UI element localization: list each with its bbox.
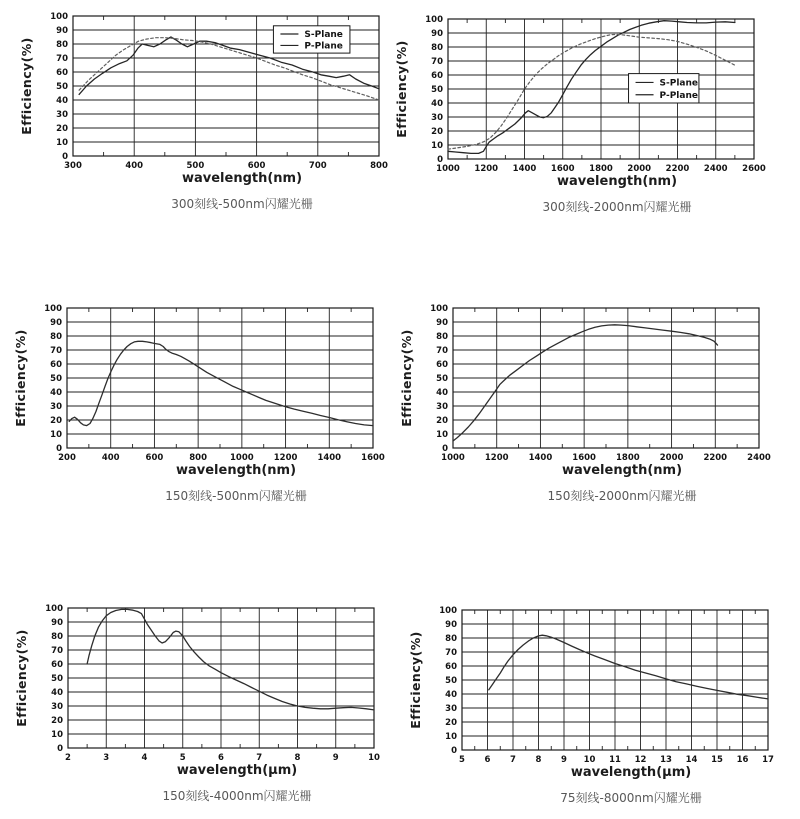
y-tick-label: 0 bbox=[57, 744, 63, 754]
y-tick-label: 100 bbox=[45, 604, 63, 614]
x-tick-label: 12 bbox=[634, 755, 647, 765]
x-tick-label: 1200 bbox=[273, 453, 298, 463]
y-tick-label: 20 bbox=[50, 416, 62, 426]
y-tick-label: 100 bbox=[44, 304, 62, 314]
y-tick-label: 0 bbox=[56, 444, 62, 454]
x-tick-label: 7 bbox=[256, 753, 263, 763]
x-axis-label: wavelength(nm) bbox=[175, 463, 297, 478]
y-tick-label: 10 bbox=[436, 430, 448, 440]
x-tick-label: 1000 bbox=[441, 453, 465, 463]
x-tick-label: 17 bbox=[762, 755, 774, 765]
y-tick-label: 90 bbox=[56, 26, 68, 36]
legend-label: P-Plane bbox=[304, 41, 343, 52]
x-tick-label: 5 bbox=[459, 755, 465, 765]
x-tick-label: 1400 bbox=[512, 164, 537, 174]
y-tick-label: 90 bbox=[445, 620, 457, 630]
plot-area bbox=[27, 302, 387, 464]
y-tick-label: 80 bbox=[51, 632, 63, 642]
y-tick-label: 30 bbox=[51, 702, 63, 712]
x-tick-label: 2 bbox=[65, 753, 71, 763]
x-tick-label: 7 bbox=[510, 755, 516, 765]
y-axis-label: Efficiency(%) bbox=[399, 329, 414, 427]
series-line-efficiency bbox=[87, 609, 374, 710]
x-tick-label: 6 bbox=[484, 755, 491, 765]
x-tick-label: 500 bbox=[186, 161, 205, 171]
y-tick-label: 70 bbox=[445, 648, 457, 658]
y-tick-label: 40 bbox=[56, 96, 68, 106]
y-tick-label: 80 bbox=[50, 332, 62, 342]
y-tick-label: 100 bbox=[425, 15, 443, 25]
x-tick-label: 4 bbox=[141, 753, 148, 763]
y-tick-label: 100 bbox=[430, 304, 448, 314]
plot-area bbox=[408, 13, 768, 175]
y-tick-label: 0 bbox=[62, 152, 68, 162]
chart-150lines-4000nm-blaze bbox=[12, 602, 406, 804]
x-tick-label: 8 bbox=[535, 755, 542, 765]
y-axis-label: Efficiency(%) bbox=[19, 37, 34, 135]
y-tick-label: 0 bbox=[437, 155, 443, 165]
y-tick-label: 90 bbox=[436, 318, 448, 328]
x-tick-label: 16 bbox=[736, 755, 749, 765]
x-tick-label: 9 bbox=[332, 753, 339, 763]
y-tick-label: 100 bbox=[50, 12, 68, 22]
y-tick-label: 40 bbox=[436, 388, 448, 398]
x-tick-label: 15 bbox=[711, 755, 723, 765]
y-tick-label: 0 bbox=[451, 746, 457, 756]
y-tick-label: 90 bbox=[431, 29, 443, 39]
x-tick-label: 13 bbox=[660, 755, 672, 765]
x-tick-label: 10 bbox=[583, 755, 596, 765]
x-tick-label: 2000 bbox=[659, 453, 684, 463]
x-tick-label: 1000 bbox=[436, 164, 460, 174]
x-tick-label: 6 bbox=[218, 753, 224, 763]
chart-caption: 300刻线-2000nm闪耀光栅 bbox=[542, 200, 692, 214]
chart-caption: 150刻线-500nm闪耀光栅 bbox=[165, 489, 307, 503]
x-tick-label: 1400 bbox=[317, 453, 342, 463]
y-tick-label: 40 bbox=[431, 99, 443, 109]
y-tick-label: 50 bbox=[50, 374, 62, 384]
y-tick-label: 50 bbox=[51, 674, 63, 684]
x-tick-label: 1600 bbox=[361, 453, 385, 463]
chart-300lines-500nm-blaze bbox=[17, 10, 411, 212]
y-tick-label: 10 bbox=[445, 732, 457, 742]
y-axis-label: Efficiency(%) bbox=[13, 329, 28, 427]
legend-label: S-Plane bbox=[659, 78, 699, 89]
y-tick-label: 90 bbox=[51, 618, 63, 628]
y-tick-label: 80 bbox=[436, 332, 448, 342]
chart-150lines-2000nm-blaze bbox=[397, 302, 791, 504]
y-tick-label: 70 bbox=[50, 346, 62, 356]
y-tick-label: 80 bbox=[445, 634, 457, 644]
y-tick-label: 30 bbox=[431, 113, 443, 123]
y-tick-label: 70 bbox=[436, 346, 448, 356]
chart-150lines-500nm-blaze bbox=[11, 302, 405, 504]
x-tick-label: 1400 bbox=[528, 453, 553, 463]
x-tick-label: 800 bbox=[189, 453, 208, 463]
chart-caption: 75刻线-8000nm闪耀光栅 bbox=[560, 791, 702, 805]
chart-75lines-8000nm-blaze bbox=[406, 604, 800, 806]
y-tick-label: 20 bbox=[431, 127, 443, 137]
chart-300lines-2000nm-blaze bbox=[392, 13, 786, 215]
chart-caption: 150刻线-2000nm闪耀光栅 bbox=[547, 489, 697, 503]
chart-caption: 150刻线-4000nm闪耀光栅 bbox=[162, 789, 312, 803]
series-line-efficiency bbox=[69, 341, 373, 425]
x-tick-label: 2000 bbox=[627, 164, 652, 174]
y-tick-label: 0 bbox=[442, 444, 448, 454]
x-tick-label: 200 bbox=[58, 453, 76, 463]
y-tick-label: 20 bbox=[436, 416, 448, 426]
x-tick-label: 2600 bbox=[742, 164, 766, 174]
plot-area bbox=[33, 10, 393, 172]
x-tick-label: 3 bbox=[103, 753, 110, 763]
x-tick-label: 1600 bbox=[550, 164, 575, 174]
x-tick-label: 9 bbox=[561, 755, 567, 765]
y-axis-label: Efficiency(%) bbox=[14, 629, 29, 727]
y-tick-label: 10 bbox=[51, 730, 63, 740]
legend-label: S-Plane bbox=[304, 29, 343, 40]
y-tick-label: 30 bbox=[436, 402, 448, 412]
x-tick-label: 8 bbox=[294, 753, 301, 763]
x-tick-label: 2400 bbox=[703, 164, 728, 174]
x-tick-label: 1000 bbox=[230, 453, 254, 463]
x-tick-label: 1600 bbox=[572, 453, 596, 463]
x-tick-label: 1200 bbox=[484, 453, 509, 463]
x-tick-label: 2200 bbox=[665, 164, 690, 174]
x-tick-label: 1800 bbox=[616, 453, 640, 463]
y-tick-label: 50 bbox=[431, 85, 443, 95]
y-tick-label: 10 bbox=[56, 138, 68, 148]
y-tick-label: 100 bbox=[439, 606, 457, 616]
y-tick-label: 80 bbox=[56, 40, 68, 50]
x-tick-label: 14 bbox=[685, 755, 698, 765]
y-axis-label: Efficiency(%) bbox=[394, 40, 409, 138]
y-tick-label: 60 bbox=[445, 662, 457, 672]
x-tick-label: 300 bbox=[64, 161, 82, 171]
y-tick-label: 30 bbox=[445, 704, 457, 714]
y-tick-label: 90 bbox=[50, 318, 62, 328]
plot-area bbox=[422, 604, 782, 766]
y-tick-label: 70 bbox=[56, 54, 68, 64]
y-tick-label: 60 bbox=[436, 360, 448, 370]
plot-area bbox=[28, 602, 388, 764]
plot-area bbox=[413, 302, 773, 464]
y-tick-label: 80 bbox=[431, 43, 443, 53]
x-tick-label: 5 bbox=[179, 753, 186, 763]
y-tick-label: 40 bbox=[445, 690, 457, 700]
x-tick-label: 700 bbox=[308, 161, 327, 171]
y-tick-label: 50 bbox=[56, 82, 68, 92]
x-axis-label: wavelength(μm) bbox=[570, 765, 692, 780]
y-tick-label: 10 bbox=[431, 141, 443, 151]
y-tick-label: 70 bbox=[51, 646, 63, 656]
x-axis-label: wavelength(μm) bbox=[176, 763, 298, 778]
y-tick-label: 60 bbox=[51, 660, 63, 670]
y-tick-label: 50 bbox=[436, 374, 448, 384]
y-tick-label: 20 bbox=[445, 718, 457, 728]
chart-caption: 300刻线-500nm闪耀光栅 bbox=[171, 197, 313, 211]
x-tick-label: 600 bbox=[247, 161, 266, 171]
y-tick-label: 20 bbox=[51, 716, 63, 726]
y-tick-label: 30 bbox=[56, 110, 68, 120]
x-axis-label: wavelength(nm) bbox=[556, 174, 678, 189]
x-tick-label: 11 bbox=[609, 755, 621, 765]
y-tick-label: 20 bbox=[56, 124, 68, 134]
x-axis-label: wavelength(nm) bbox=[561, 463, 683, 478]
x-tick-label: 2400 bbox=[747, 453, 771, 463]
x-axis-label: wavelength(nm) bbox=[181, 171, 303, 186]
y-tick-label: 50 bbox=[445, 676, 457, 686]
series-line-efficiency bbox=[453, 325, 718, 441]
x-tick-label: 10 bbox=[368, 753, 380, 763]
y-tick-label: 60 bbox=[56, 68, 68, 78]
x-tick-label: 400 bbox=[125, 161, 144, 171]
y-tick-label: 60 bbox=[431, 71, 443, 81]
x-tick-label: 800 bbox=[370, 161, 388, 171]
x-tick-label: 2200 bbox=[703, 453, 728, 463]
series-line-efficiency bbox=[489, 635, 768, 699]
y-tick-label: 40 bbox=[50, 388, 62, 398]
y-tick-label: 70 bbox=[431, 57, 443, 67]
x-tick-label: 400 bbox=[101, 453, 120, 463]
y-tick-label: 60 bbox=[50, 360, 62, 370]
y-tick-label: 10 bbox=[50, 430, 62, 440]
y-tick-label: 30 bbox=[50, 402, 62, 412]
legend-label: P-Plane bbox=[659, 90, 698, 101]
x-tick-label: 600 bbox=[145, 453, 164, 463]
x-tick-label: 1200 bbox=[474, 164, 499, 174]
y-tick-label: 40 bbox=[51, 688, 63, 698]
x-tick-label: 1800 bbox=[589, 164, 613, 174]
y-axis-label: Efficiency(%) bbox=[408, 631, 423, 729]
